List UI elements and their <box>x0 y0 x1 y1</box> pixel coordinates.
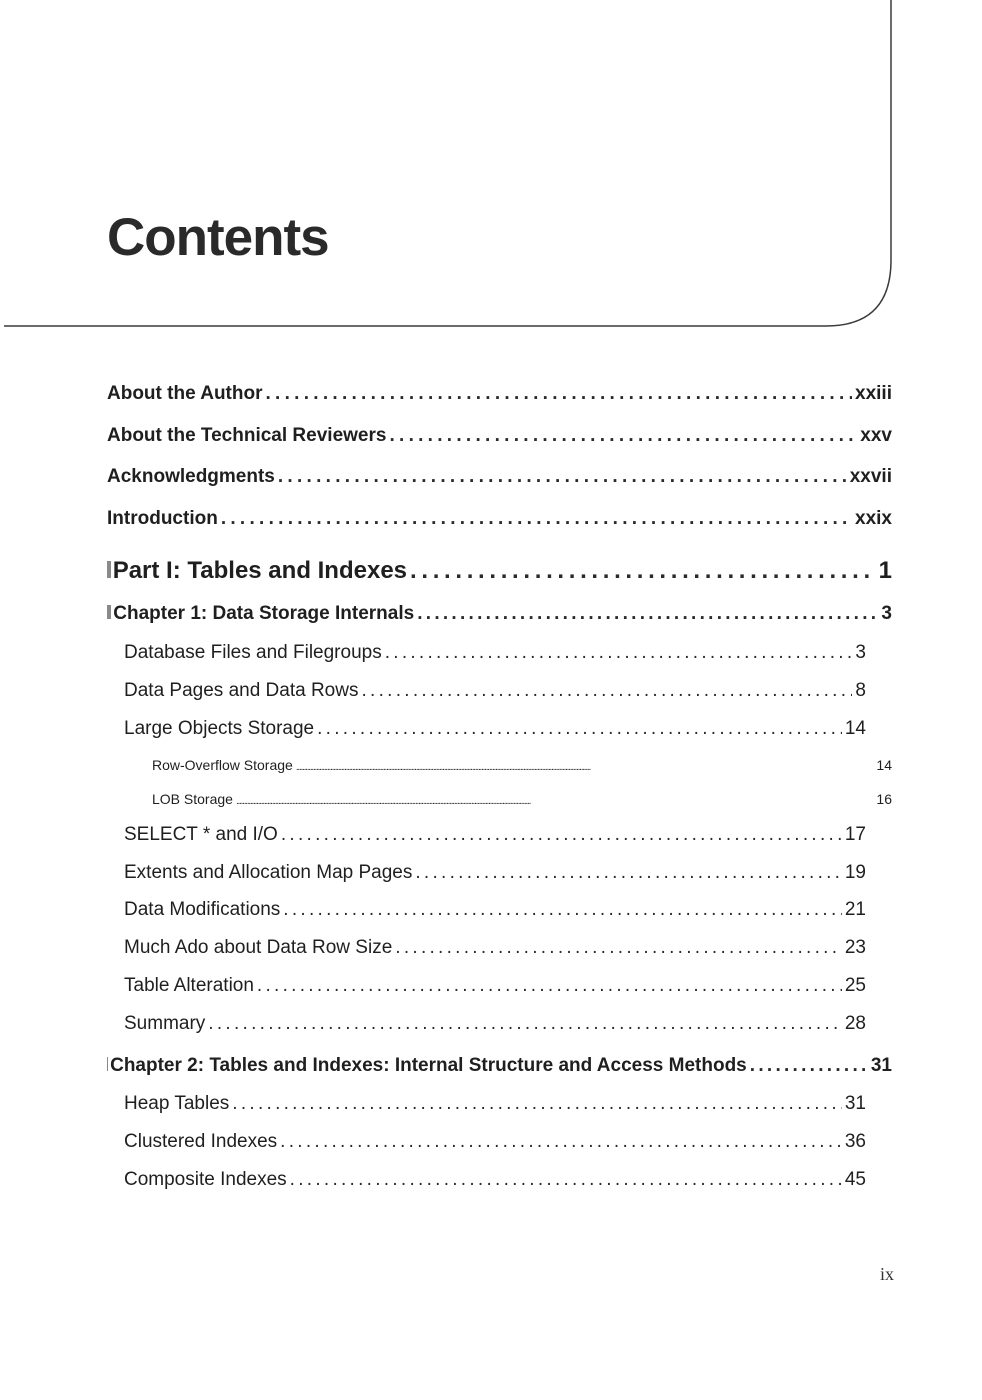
toc-entry-label: Database Files and Filegroups <box>124 642 382 663</box>
toc-entry-page: 3 <box>881 603 892 624</box>
dot-leader <box>395 937 842 959</box>
toc-entry-page: xxv <box>860 425 892 446</box>
toc-entry-label: SELECT * and I/O <box>124 824 278 845</box>
toc-subsection[interactable] <box>152 757 892 773</box>
toc-entry-page: 23 <box>844 937 866 958</box>
toc-entry-about-author[interactable] <box>107 383 892 405</box>
toc-entry-label: Data Modifications <box>124 899 281 920</box>
toc-entry-label: Extents and Allocation Map Pages <box>124 862 413 883</box>
toc-entry-acknowledgments[interactable] <box>107 466 892 488</box>
toc-entry-page: 1 <box>878 557 892 584</box>
toc-section[interactable] <box>124 824 866 846</box>
toc-entry-page: 19 <box>844 862 866 883</box>
toc-entry-label: Large Objects Storage <box>124 718 315 739</box>
toc-section[interactable] <box>124 1169 866 1191</box>
dot-leader <box>236 791 873 807</box>
toc-entry-page: xxix <box>855 508 892 529</box>
toc-entry-page: 14 <box>844 718 866 739</box>
dot-leader <box>257 975 842 997</box>
toc-entry-label: Introduction <box>107 508 218 529</box>
chapter-marker-icon <box>107 605 111 619</box>
dot-leader <box>221 508 852 530</box>
toc-entry-label: Summary <box>124 1013 206 1034</box>
toc-section[interactable] <box>124 718 866 740</box>
toc-entry-page: 31 <box>844 1093 866 1114</box>
chapter-marker-icon <box>107 1057 108 1071</box>
toc-entry-page: xxiii <box>855 383 892 404</box>
page-number: ix <box>879 1264 894 1284</box>
toc-section[interactable] <box>124 899 866 921</box>
toc-entry-label: Clustered Indexes <box>124 1131 278 1152</box>
toc-entry-label: Row-Overflow Storage <box>152 757 293 773</box>
toc-section[interactable] <box>124 1093 866 1115</box>
dot-leader <box>417 603 878 625</box>
dot-leader <box>750 1055 868 1077</box>
dot-leader <box>410 557 876 585</box>
toc-entry-label: About the Author <box>107 383 263 404</box>
toc-entry-page: 31 <box>870 1055 892 1076</box>
toc-section[interactable] <box>124 1013 866 1035</box>
part-marker-icon <box>107 561 111 578</box>
toc-entry-label: Acknowledgments <box>107 466 275 487</box>
toc-entry-page: 3 <box>855 642 866 663</box>
toc-chapter-2[interactable] <box>107 1055 892 1077</box>
toc-entry-page: 21 <box>844 899 866 920</box>
dot-leader <box>290 1169 842 1191</box>
toc-entry-page: 8 <box>855 680 866 701</box>
toc-chapter-1[interactable] <box>107 603 892 625</box>
toc-entry-label: Part I: Tables and Indexes <box>112 557 408 584</box>
toc-entry-label: Data Pages and Data Rows <box>124 680 359 701</box>
toc-entry-introduction[interactable] <box>107 508 892 530</box>
dot-leader <box>317 718 842 740</box>
toc-entry-label: Chapter 1: Data Storage Internals <box>113 603 415 624</box>
toc-part-1[interactable] <box>107 557 892 585</box>
toc-entry-page: 45 <box>844 1169 866 1190</box>
toc-entry-label: Table Alteration <box>124 975 254 996</box>
dot-leader <box>415 862 842 884</box>
toc-entry-label: Composite Indexes <box>124 1169 287 1190</box>
toc-entry-page: 17 <box>844 824 866 845</box>
toc-entry-page: 28 <box>844 1013 866 1034</box>
toc-section[interactable] <box>124 680 866 702</box>
dot-leader <box>361 680 852 702</box>
toc-entry-label: LOB Storage <box>152 791 233 807</box>
toc-entry-page: 25 <box>844 975 866 996</box>
toc-entry-technical-reviewers[interactable] <box>107 425 892 447</box>
toc-section[interactable] <box>124 975 866 997</box>
dot-leader <box>389 425 857 447</box>
page-title: Contents <box>107 208 329 267</box>
toc-section[interactable] <box>124 642 866 664</box>
toc-entry-label: Heap Tables <box>124 1093 230 1114</box>
toc-entry-page: 16 <box>876 791 892 807</box>
dot-leader <box>278 466 847 488</box>
dot-leader <box>281 824 842 846</box>
toc-entry-page: 14 <box>876 757 892 773</box>
toc-entry-label: About the Technical Reviewers <box>107 425 387 446</box>
dot-leader <box>265 383 852 405</box>
dot-leader <box>283 899 842 921</box>
toc-section[interactable] <box>124 862 866 884</box>
dot-leader <box>232 1093 842 1115</box>
dot-leader <box>296 757 874 773</box>
toc-entry-page: 36 <box>844 1131 866 1152</box>
toc-section[interactable] <box>124 937 866 959</box>
toc-entry-label: Much Ado about Data Row Size <box>124 937 393 958</box>
toc-subsection[interactable] <box>152 791 892 807</box>
toc-section[interactable] <box>124 1131 866 1153</box>
dot-leader <box>385 642 853 664</box>
toc-entry-page: xxvii <box>849 466 892 487</box>
toc-entry-label: Chapter 2: Tables and Indexes: Internal Structure and Access Methods <box>110 1055 747 1076</box>
dot-leader <box>280 1131 842 1153</box>
dot-leader <box>208 1013 842 1035</box>
